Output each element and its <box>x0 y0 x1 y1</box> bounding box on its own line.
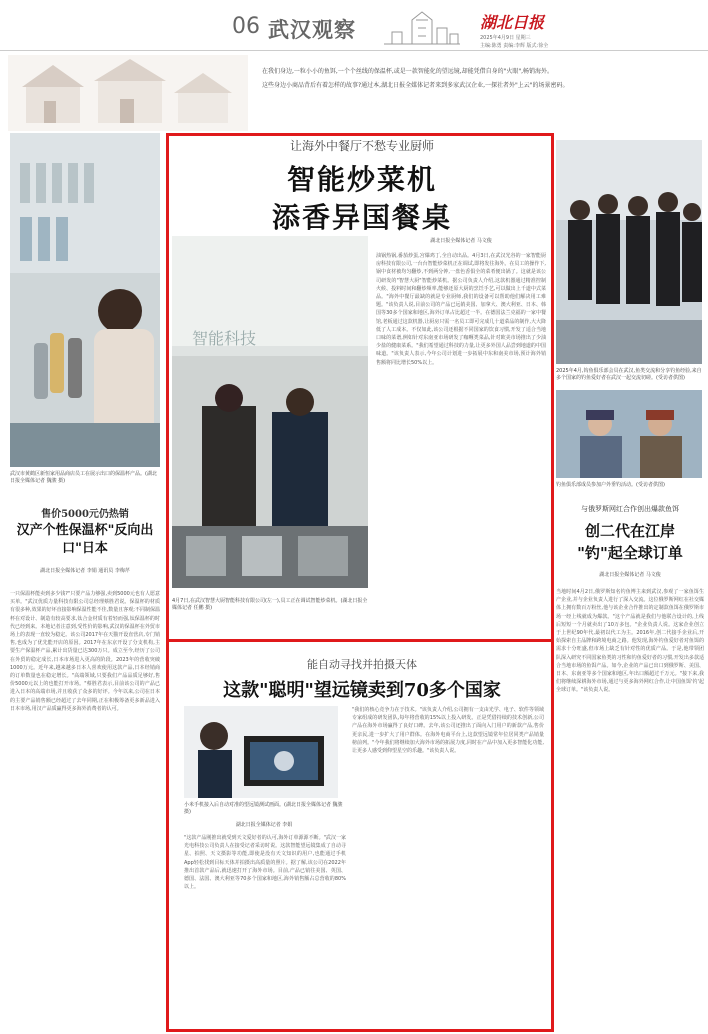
svg-text:智能科技: 智能科技 <box>192 329 257 348</box>
center-title-2: 添香异国餐桌 <box>271 201 452 234</box>
center-kicker: 让海外中餐厅不愁专业厨师 <box>289 139 434 153</box>
page-header <box>0 0 708 54</box>
telescope-title: 这款"聪明"望远镜卖到70多个国家 <box>223 680 501 701</box>
left-kicker: 售价5000元仍热销 <box>41 509 129 520</box>
right-photo-group <box>556 140 702 364</box>
intro-text <box>262 67 702 91</box>
masthead: 湖北日报 <box>480 13 545 32</box>
left-caption: 武汉市黄鹤区新恒家用品商店员工在展示出口的保温杯产品。(湖北日报全媒体记者 魏骏 摄) <box>10 471 157 484</box>
page-number: 06 <box>232 14 260 39</box>
center-title-1: 智能炒菜机 <box>286 163 437 196</box>
left-photo-thermos <box>10 133 160 467</box>
telescope-caption: 小米手机接入后自动对准的望远镜测试画面。(湖北日报全媒体记者 魏骏 摄) <box>184 802 343 815</box>
right-caption-2: 钓鱼俱乐部成员参加户外垂钓活动。(受访者供图) <box>556 482 665 488</box>
right-caption-1: 2025年4月,钩鱼俱乐部会员在武汉,鱼类交流和分享钓鱼经验,来自多个国家的钓鱼爱好者在武汉一起交流切磋。(受访者供图) <box>556 368 702 381</box>
right-photo-anglers <box>556 390 702 478</box>
left-body: 一只保温杯能卖到多少钱?"只要产品力够强,卖到5000元也有人愿意买单。"武汉优质力量科技有限公司总经理蔡胜君说。保温杯的材质有很多种,效果的好坏直接影响保温性能不佳,数量且客观;不同制保温杯在对设计、制造有较高要求,钛合金材质有着轻而强,钛保温杯的时代已经到来。本地记者注意到,受性价的影响,武汉的保温杯在外贸市场上的表现一直较为稳定。该公司2017年在天猫开设直营店,专门销售,也成为了优先能开店的原因。2017年在东京开设了分支机构,主要生产保温杯产品,累计出货量已达300万只。成立至今,经历了公司在外贸的稳定成长,日本市场进入更高的阶段。2023年的营收突破1000万元。近年来,越来越多日本人喜欢使用这款产品,日本经销商的订单数量也在稳定增长。"高端领域,只要我们产品品质足够好,售价5000元以上的也能打开市场。"蔡胜君表示,目前该公司的产品已进入日本的高端市场,并且收获了众多的好评。今年以来,公司在日本的主要产品销售额已经超过了去年同期,正在积极筹备更多新品进入日本市场,用汉产品质赢得更多海外消费者的认可。 <box>10 591 160 712</box>
house-illustration <box>8 55 248 131</box>
telescope-byline: 湖北日报全媒体记者 李娟 <box>235 822 293 828</box>
section-title: 武汉观察 <box>268 18 356 42</box>
left-byline: 湖北日报全媒体记者 李娟 通讯员 李梅芹 <box>40 568 130 574</box>
issue-date: 2025年4月9日 星期三 <box>480 35 531 41</box>
editor-credits: 主编:陈勇 责编:李辉 版式:徐全 <box>480 43 549 49</box>
telescope-photo <box>184 706 338 798</box>
right-title-1: 创二代在江岸 <box>584 522 675 540</box>
left-title: 汉产个性保温杯"反向出口"日本 <box>16 523 154 556</box>
intro-banner <box>0 55 708 133</box>
right-title-2: "钓"起全球订单 <box>577 544 683 562</box>
right-body: 当地时间4月2日,俄罗斯知名钓鱼博主来到武汉,参观了一家鱼饵生产企业,并与企业负责人进行了深入交流。这位俄罗斯网红在社交媒体上拥有数百万粉丝,他与该企业合作推出的定制款鱼饵在俄罗斯市场一经上线就成为爆款。"这个产品就是我们与他联合设计的,上线后短短一个月就卖出了10万多包。"企业负责人说。这家企业创立于上世纪90年代,最初以代工为主。2016年,创二代接手企业后,开始探索自主品牌和跨境电商之路。他发现,海外钓鱼爱好者对鱼饵的需求十分旺盛,但市场上缺乏有针对性的优质产品。于是,他带领团队深入研究不同国家鱼类的习性和钓鱼爱好者的习惯,开发出多款适合当地市场的鱼饵产品。如今,企业的产品已出口到俄罗斯、美国、日本、东南亚等多个国家和地区,年出口额超过千万元。"接下来,我们将继续深耕海外市场,通过与更多海外网红合作,让中国鱼饵'钓'起全球订单。"该负责人说。 <box>556 589 704 694</box>
center-photo-caption: 4月7日,在武汉智慧大厨智能科技有限公司(左一),员工正在调试智能炒菜机。(湖北日报全媒体记者 任鹏 摄) <box>172 598 368 611</box>
skyline-decoration <box>382 6 462 46</box>
center-body: 油锅热锅,番茄炒蛋,宫爆鸡丁,全自动出品。4月3日,在武汉光谷的一家智能厨房科技有限公司,一台台智能炒菜机正在调试,即将发往海外。在员工的操作下,锅中食材被均匀翻炒,不到两分钟,一盘色香俱全的菜肴便出锅了。这就是该公司研发的"智慧大厨"智能炒菜机。据公司负责人介绍,这款机器通过精准控制火候、投料时间和翻炒频率,能够还原大厨的烹饪手艺,可以做出上千道中式菜品。"海外中餐厅最缺的就是专业厨师,我们的设备可以帮助他们解决用工难题。"该负责人说,目前公司的产品已远销美国、加拿大、澳大利亚、日本、韩国等30多个国家和地区,海外订单占比超过一半。在德国法兰克福的一家中餐馆,老板通过这款机器,让厨房只需一名员工即可完成几十道菜品的制作,大大降低了人工成本。不仅如此,该公司还根据不同国家的饮食习惯,开发了适合当地口味的菜谱,例如针对东南亚市场研发了咖喱类菜品,针对欧美市场推出了少油少盐的健康菜系。"我们希望通过科技的力量,让更多外国人品尝到地道的中国味道。"该负责人表示,今年公司计划进一步拓展中东和南美市场,预计海外销售额将同比增长50%以上。 <box>376 253 546 366</box>
right-byline: 湖北日报全媒体记者 马文俊 <box>599 572 661 578</box>
center-photo-cooking-machine <box>172 236 368 588</box>
telescope-body-2: "我们的核心竞争力在于技术。"该负责人介绍,公司拥有一支由光学、电子、软件等领域专家组成的研发团队,每年将营收的15%以上投入研发。正是凭借持续的技术创新,公司产品在海外市场赢得了良好口碑。去年,该公司还推出了面向入门用户的新款产品,售价更亲民,进一步扩大了用户群体。在海外电商平台上,这款望远镜常年位居同类产品销量榜前列。"今年我们将继续加大海外市场的拓展力度,同时在产品中加入更多智能化功能,让更多人感受到仰望星空的乐趣。"该负责人说。 <box>352 707 544 755</box>
center-byline: 湖北日报全媒体记者 马文俊 <box>430 238 492 244</box>
header-rule <box>0 50 708 51</box>
telescope-kicker: 能自动寻找并拍摄天体 <box>307 658 417 671</box>
right-kicker: 与俄罗斯网红合作创出爆款鱼饵 <box>581 505 679 513</box>
telescope-body-1: "这款产品刚推出就受到天文爱好者的认可,海外订单源源不断。"武汉一家光电科技公司负责人在接受记者采访时说。这款智能望远镜集成了自动寻星、拍照、天文摄影等功能,即使是没有天文知识的用户,也能通过手机App轻松找到目标天体并拍摄出高质量的照片。据了解,该公司在2022年推出首款产品后,就迅速打开了海外市场。目前,产品已销往美国、英国、德国、法国、澳大利亚等70多个国家和地区,海外销售额占总营收的80%以上。 <box>184 835 346 891</box>
intro-line-1: 在我们身边,一粒小小的鱼饵,一个个丝线的保温杯,或是一款智能化的望远镜,却能凭借自身的"火眼",畅销海外。 <box>262 68 554 75</box>
intro-line-2: 这些身边小商品背后有着怎样的故事?通过本,湖北日报全媒体记者来到多家武汉企业,一探社者外"上云"的场景密码。 <box>262 82 569 89</box>
